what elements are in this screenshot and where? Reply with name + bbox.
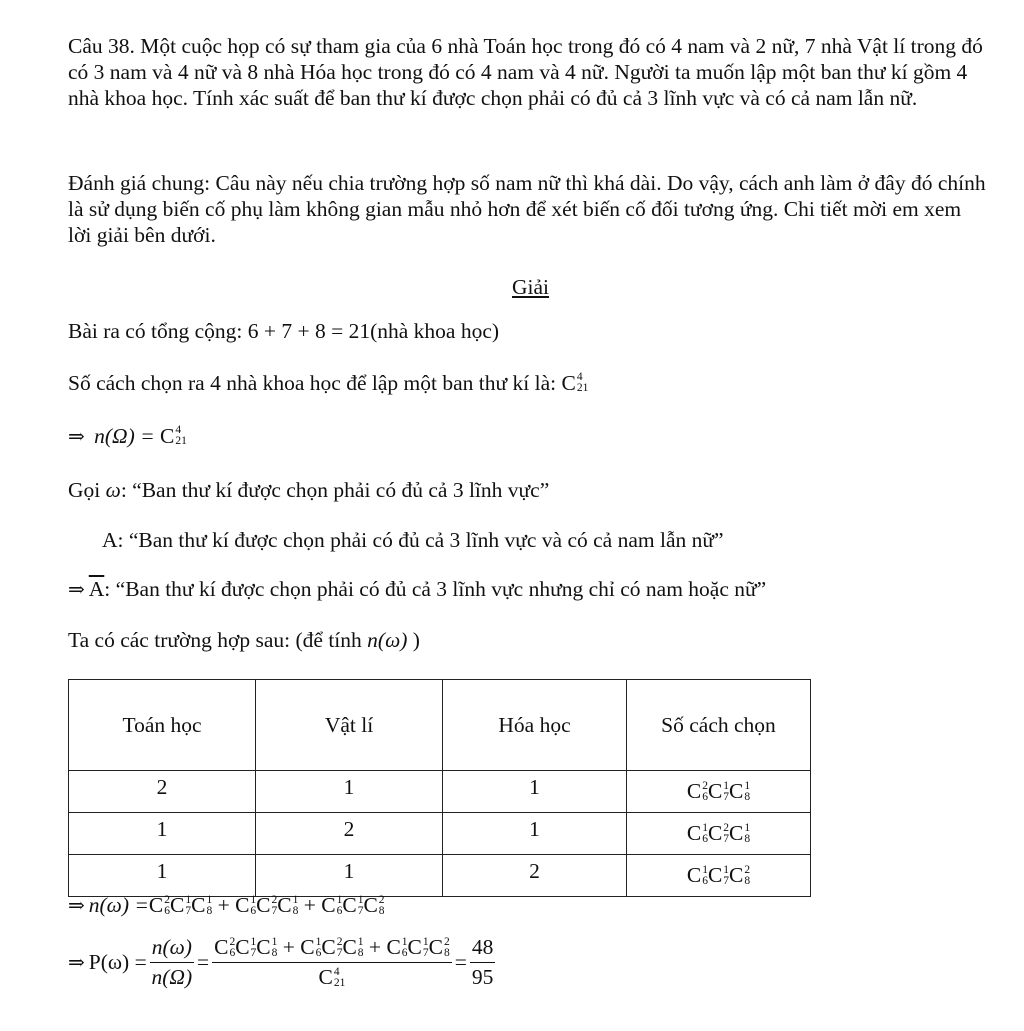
- cell-chemistry: 1: [443, 813, 627, 855]
- n-omega-lhs: n(ω) =: [88, 893, 149, 917]
- table-row: [69, 855, 811, 897]
- ways-line: [68, 370, 588, 396]
- implies-arrow: ⇒: [68, 426, 85, 448]
- cell-physics: 2: [256, 813, 443, 855]
- n-omega-sum: C 2 6 C 1 7 C 1 8 + C 1 6 C 2 7 C 1 8 + C 1 6 C 1 7 C 2 8: [148, 893, 385, 917]
- fraction-sum-over-c21-4: C 2 6 C 1 7 C 1 8 + C 1 6 C 2 7 C 1 8 + C 1 6 C 1 7 C 2 8 C 4 21: [214, 935, 450, 989]
- cases-intro-text: Ta có các trường hợp sau: (để tính: [68, 628, 368, 652]
- cases-table: [68, 679, 811, 897]
- sample-space-lhs: n(Ω) =: [94, 424, 161, 448]
- cases-intro-end: ): [407, 628, 420, 652]
- table-row: [69, 771, 811, 813]
- cell-ways: C 1 6 C 2 7 C 1 8: [627, 813, 811, 855]
- probability-lhs: P(ω) =: [88, 950, 147, 974]
- total-prefix: Bài ra có tổng cộng:: [68, 319, 248, 343]
- cell-math: 1: [69, 855, 256, 897]
- omega-symbol: ω: [105, 478, 121, 502]
- header-physics: Vật lí: [256, 680, 443, 771]
- total-line: [68, 318, 499, 344]
- total-suffix: (nhà khoa học): [370, 319, 500, 343]
- table-header-row: [69, 680, 811, 771]
- omega-definition: : “Ban thư kí được chọn phải có đủ cả 3 lĩnh vực”: [120, 478, 550, 502]
- solution-heading: Giải: [512, 275, 550, 299]
- sample-space-line: [68, 423, 187, 450]
- cases-intro-math: n(ω): [367, 628, 408, 652]
- implies-arrow: ⇒: [68, 952, 85, 974]
- combination-c21-4: C 4 21: [160, 424, 187, 448]
- ways-text: Số cách chọn ra 4 nhà khoa học để lập một ban thư kí là:: [68, 371, 562, 395]
- assessment-text: Đánh giá chung: Câu này nếu chia trường hợp số nam nữ thì khá dài. Do vậy, cách anh làm ở đây đó chính là sử dụng biến cố phụ làm không gian mẫu nhỏ hơn để xét biến cố đối tương ứng. Chi tiết mời em xem lời giải bên dưới.: [68, 171, 986, 247]
- total-expression: 6 + 7 + 8 = 21: [247, 319, 371, 343]
- cell-math: 2: [69, 771, 256, 813]
- question-text: Câu 38. Một cuộc họp có sự tham gia của 6 nhà Toán học trong đó có 4 nam và 2 nữ, 7 nhà Vật lí trong đó có 3 nam và 4 nữ và 8 nhà Hóa học trong đó có 4 nam và 4 nữ. Người ta muốn lập một ban thư kí gồm 4 nhà khoa học. Tính xác suất để ban thư kí được chọn phải có đủ cả 3 lĩnh vực và có cả nam lẫn nữ.: [68, 34, 983, 110]
- cell-chemistry: 2: [443, 855, 627, 897]
- implies-arrow: ⇒: [68, 895, 85, 917]
- answer-denominator: 95: [471, 965, 494, 989]
- n-omega-line: [68, 893, 385, 918]
- cell-ways: C 2 6 C 1 7 C 1 8: [627, 771, 811, 813]
- a-bar-symbol: $\overline{A}$: [88, 577, 105, 601]
- event-a-line: A: “Ban thư kí được chọn phải có đủ cả 3 lĩnh vực và có cả nam lẫn nữ”: [102, 528, 724, 552]
- implies-arrow: ⇒: [68, 579, 85, 601]
- header-math: Toán học: [69, 680, 256, 771]
- cases-intro-line: [68, 627, 420, 653]
- probability-line: ⇒ P(ω) = $\frac{n(\omega)}{n(\Omega)}$ = C 2 6 C 1 7 C 1 8 + C 1 6 C 2 7 C 1 8 + C 1 6 C 1 7 C 2 8 C 4 21 = $\frac{48}{95}$: [68, 935, 494, 989]
- cell-ways: C 1 6 C 1 7 C 2 8: [627, 855, 811, 897]
- fraction-n-omega-over-n-Omega: $\frac{n(\omega)}{n(\Omega)}$: [151, 935, 193, 989]
- omega-definition-line: [68, 477, 549, 503]
- answer-fraction: [470, 935, 496, 990]
- table-row: [69, 813, 811, 855]
- cell-physics: 1: [256, 771, 443, 813]
- cell-physics: 1: [256, 855, 443, 897]
- a-bar-definition: : “Ban thư kí được chọn phải có đủ cả 3 lĩnh vực nhưng chỉ có nam hoặc nữ”: [104, 577, 767, 601]
- cell-math: 1: [69, 813, 256, 855]
- header-ways: Số cách chọn: [627, 680, 811, 771]
- event-a-complement-line: [68, 576, 766, 603]
- cell-chemistry: 1: [443, 771, 627, 813]
- call-prefix: Gọi: [68, 478, 106, 502]
- answer-numerator: 48: [470, 935, 496, 963]
- header-chemistry: Hóa học: [443, 680, 627, 771]
- combination-c21-4: C 4 21: [561, 371, 589, 395]
